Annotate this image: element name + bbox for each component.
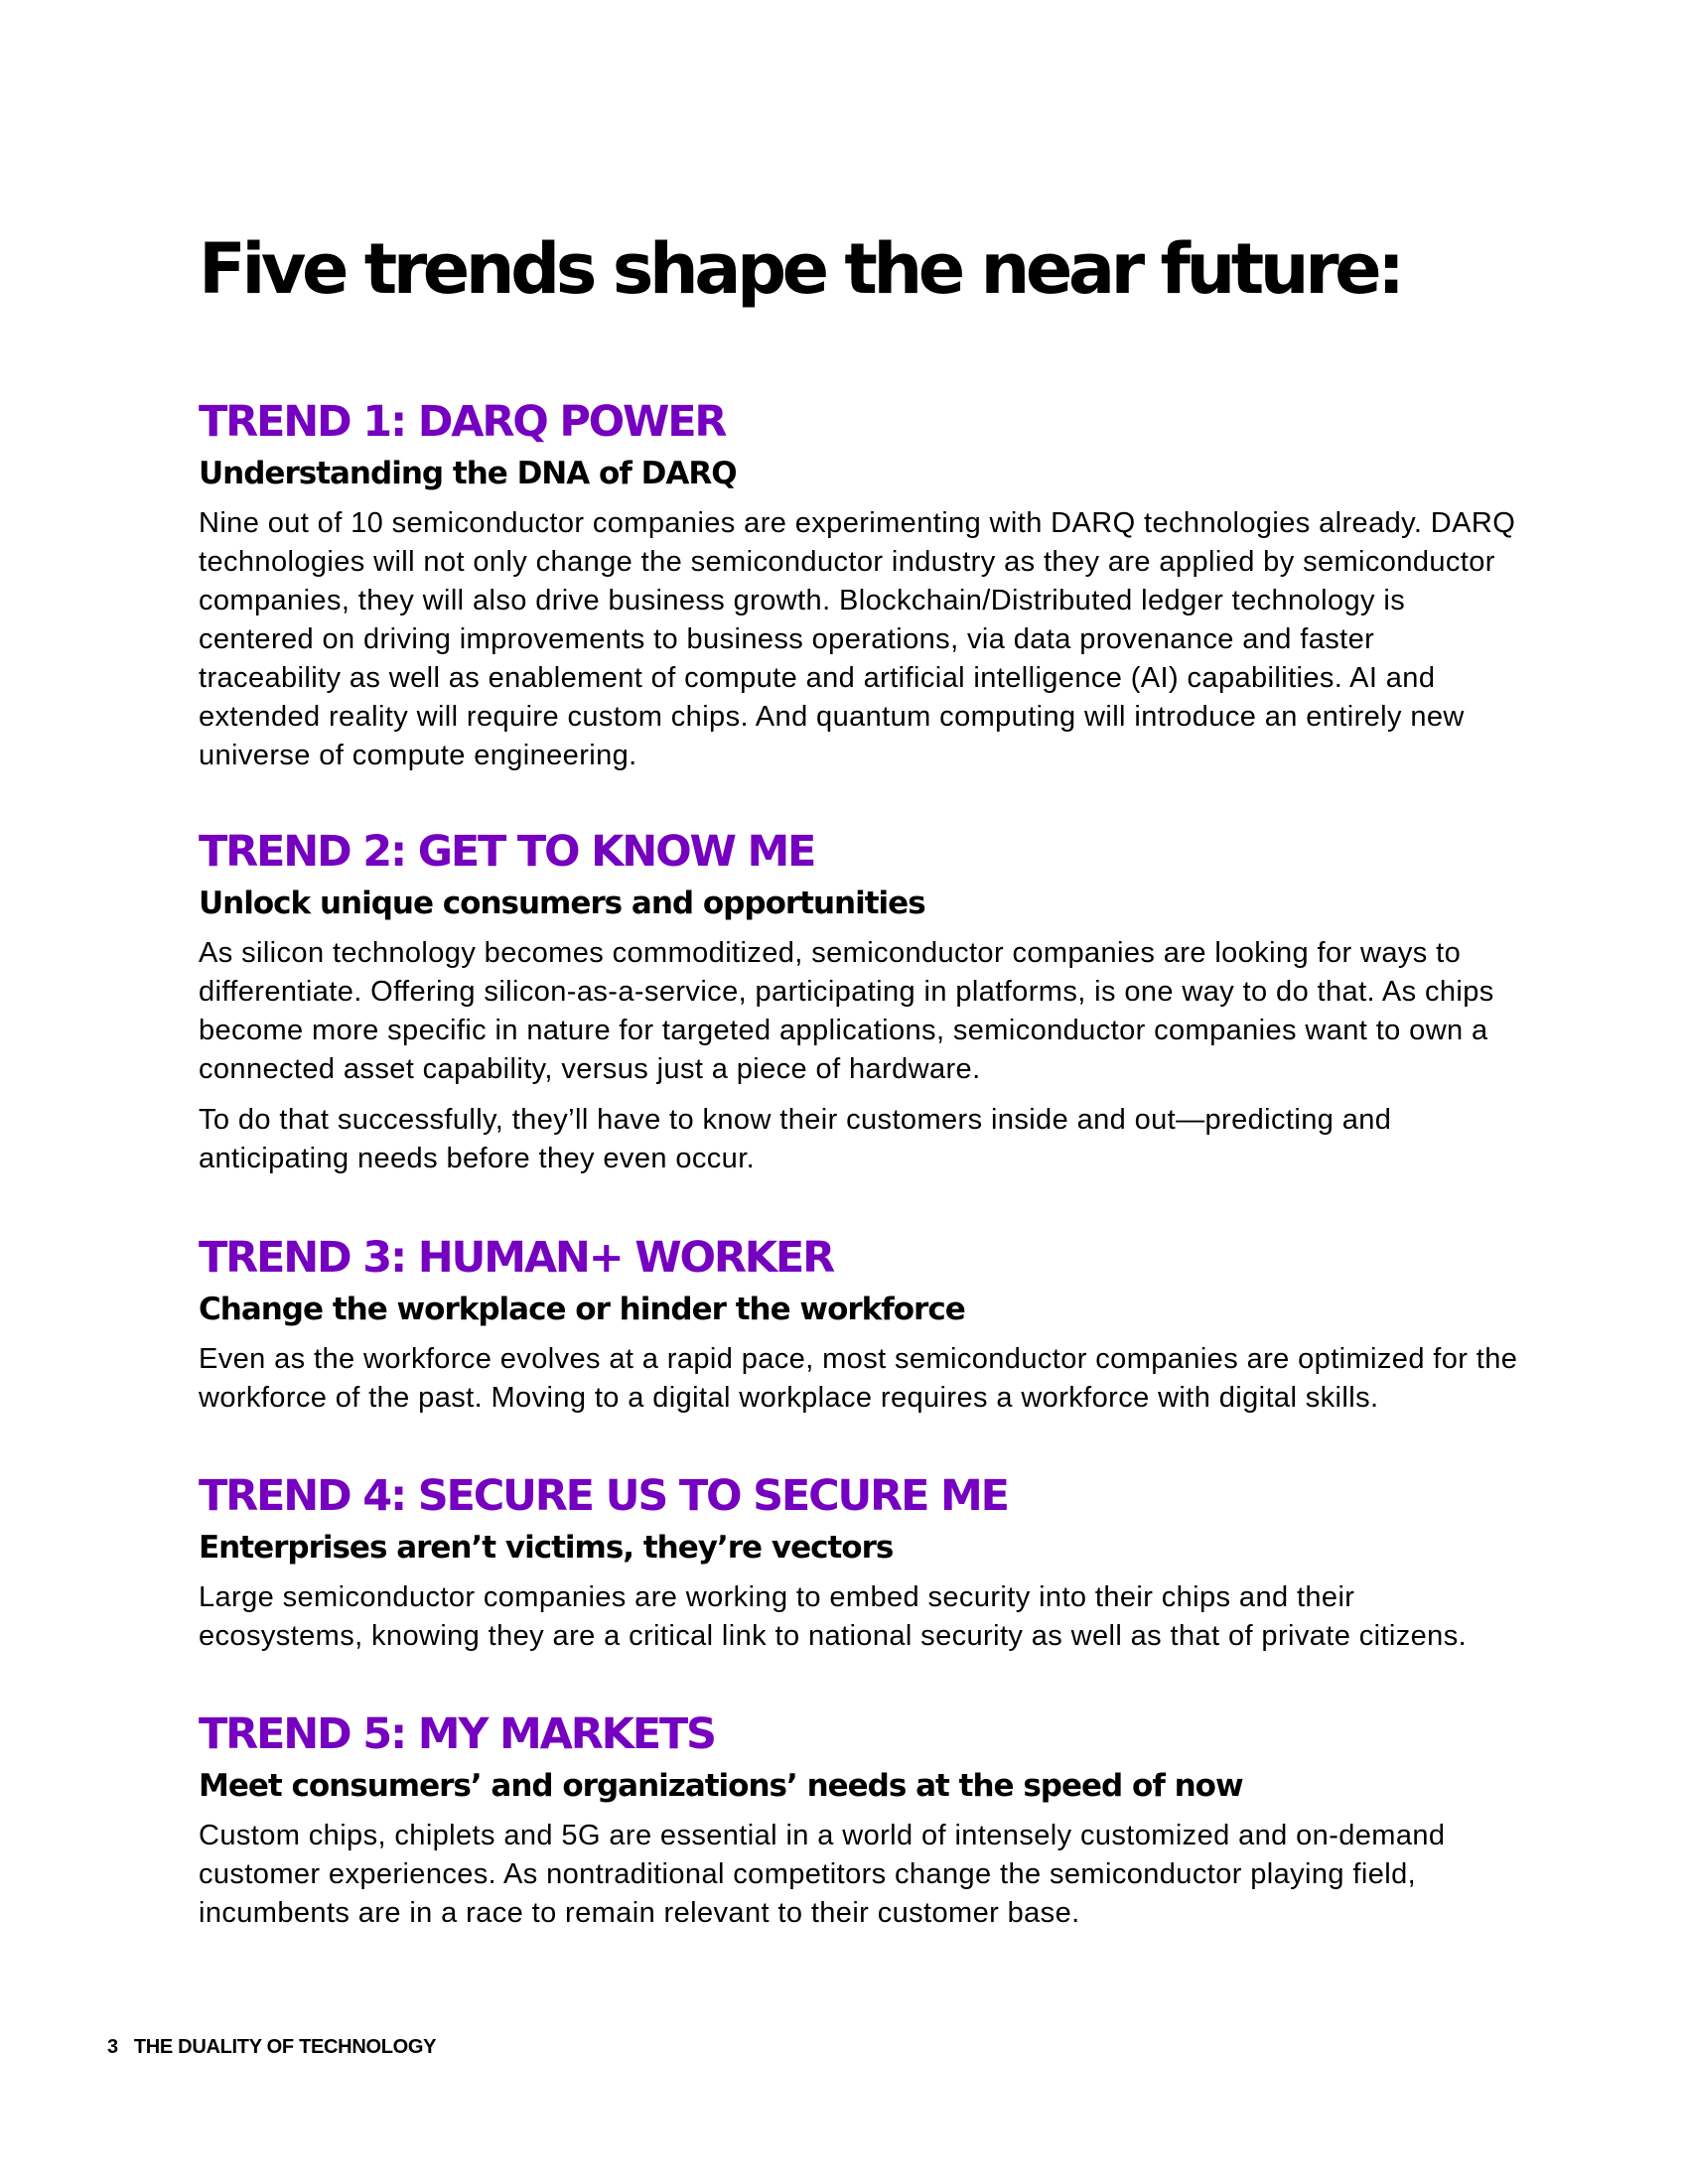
trend-heading: TREND 3: HUMAN+ WORKER <box>199 1233 834 1283</box>
trend-heading: TREND 4: SECURE US TO SECURE ME <box>199 1471 1008 1521</box>
trend-paragraph: Custom chips, chiplets and 5G are essential in a world of intensely customized and on-demand customer experiences. As nontraditional competitors change the semiconductor playing field, incumbents are in a race to remain relevant to their customer base. <box>199 1820 1446 1929</box>
trend-subheading: Meet consumers’ and organizations’ needs at the speed of now <box>199 1768 1243 1804</box>
trend-heading: TREND 5: MY MARKETS <box>199 1709 715 1759</box>
trend-4-section <box>199 1471 1519 1656</box>
trend-heading: TREND 2: GET TO KNOW ME <box>199 827 815 877</box>
trend-subheading: Enterprises aren’t victims, they’re vectors <box>199 1530 894 1566</box>
page-number: 3 <box>107 2036 118 2058</box>
trend-paragraph: As silicon technology becomes commoditized, semiconductor companies are looking for ways to differentiate. Offering silicon-as-a-service, participating in platforms, is one way to do that. As chips become more specific in nature for targeted applications, semiconductor companies want to own a connected asset capability, versus just a piece of hardware. <box>199 937 1494 1085</box>
page-footer <box>107 2037 436 2057</box>
page-title: Five trends shape the near future: <box>199 228 1401 310</box>
trend-subheading: Understanding the DNA of DARQ <box>199 456 737 491</box>
document-title: THE DUALITY OF TECHNOLOGY <box>133 2036 437 2058</box>
trend-heading: TREND 1: DARQ POWER <box>199 397 726 447</box>
trend-1-section <box>199 397 1519 775</box>
trend-subheading: Unlock unique consumers and opportunities <box>199 886 925 921</box>
trend-subheading: Change the workplace or hinder the workforce <box>199 1292 965 1327</box>
trend-paragraph: Large semiconductor companies are working to embed security into their chips and their ecosystems, knowing they are a critical link to national security as well as that of private citizens. <box>199 1581 1468 1652</box>
trend-paragraph: Even as the workforce evolves at a rapid pace, most semiconductor companies are optimized for the workforce of the past. Moving to a digital workplace requires a workforce with digital skills. <box>199 1343 1518 1414</box>
trend-3-section <box>199 1233 1519 1418</box>
trend-paragraph: To do that successfully, they’ll have to know their customers inside and out—predicting and anticipating needs before they even occur. <box>199 1104 1392 1174</box>
trend-paragraph: Nine out of 10 semiconductor companies are experimenting with DARQ technologies already. DARQ technologies will not only change the semiconductor industry as they are applied by semiconductor companies, they will also drive business growth. Blockchain/Distributed ledger technology is centered on driving improvements to business operations, via data provenance and faster traceability as well as enablement of compute and artificial intelligence (AI) capabilities. AI and extended reality will require custom chips. And quantum computing will introduce an entirely new universe of compute engineering. <box>199 507 1516 771</box>
trend-5-section <box>199 1709 1519 1933</box>
trend-2-section <box>199 827 1519 1178</box>
